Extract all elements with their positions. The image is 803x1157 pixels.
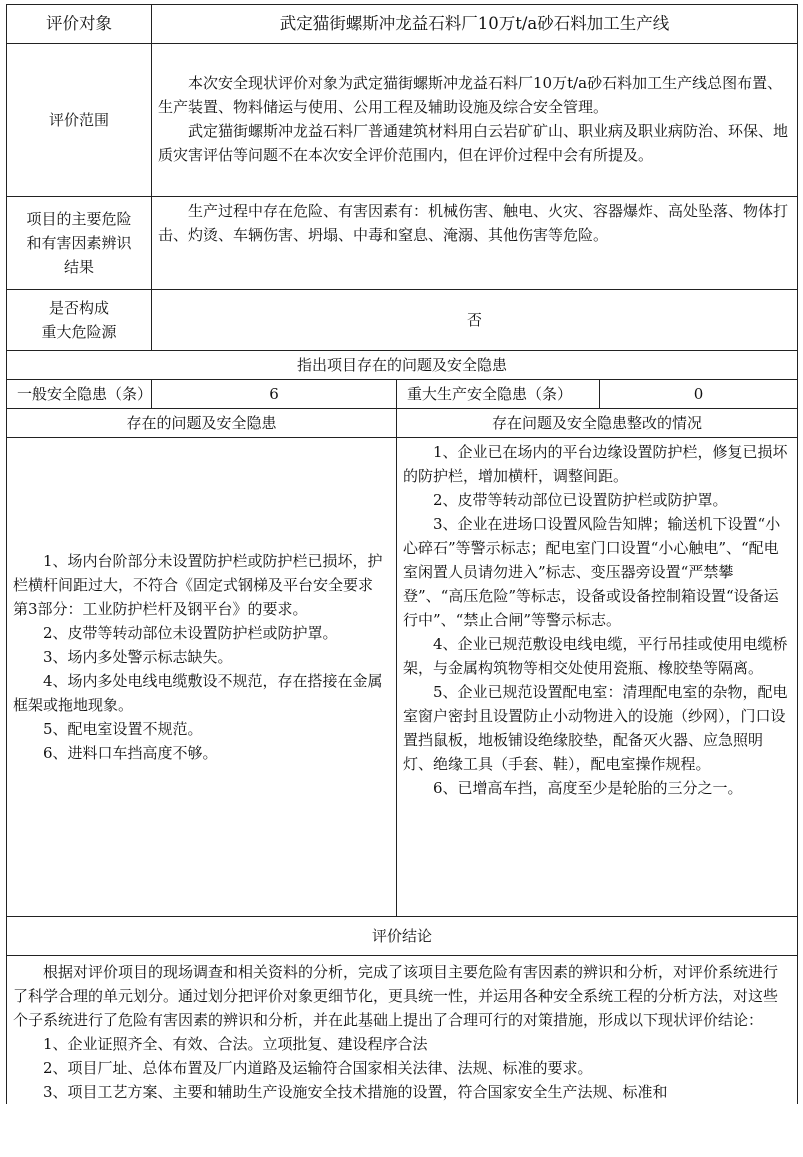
rectification-item: 3、企业在进场口设置风险告知牌；输送机下设置“小心碎石”等警示标志；配电室门口设置“小心触电”、“配电室闲置人员请勿进入”标志、变压器旁设置“严禁攀登”、“高压危险”等标志，设备或设备控制箱设置“设备运行中”、“禁止合闸”等警示标志。 [403, 515, 781, 629]
rectification-item: 5、企业已规范设置配电室：清理配电室的杂物，配电室窗户密封且设置防止小动物进入的设施（纱网），门口设置挡鼠板，地板铺设绝缘胶垫，配备灭火器、应急照明灯、绝缘工具（手套、鞋），配电室操作规程。 [403, 683, 788, 773]
major-source-label-line-2: 重大危险源 [41, 323, 117, 341]
row-hazard-counts [7, 380, 798, 409]
problem-item: 1、场内台阶部分未设置防护栏或防护栏已损坏，护栏横杆间距过大，不符合《固定式钢梯及平台安全要求 第3部分：工业防护栏杆及钢平台》的要求。 [13, 552, 383, 618]
conclusion-item: 2、项目厂址、总体布置及厂内道路及运输符合国家相关法律、法规、标准的要求。 [43, 1059, 593, 1077]
problems-list [7, 438, 397, 917]
rectification-column-header: 存在问题及安全隐患整改的情况 [397, 409, 798, 438]
row-problems-rectification [7, 438, 798, 917]
conclusion-header: 评价结论 [7, 917, 798, 956]
major-hazard-source-label [7, 290, 152, 351]
rectification-item: 6、已增高车挡，高度至少是轮胎的三分之一。 [433, 779, 743, 797]
row-issues-header [7, 351, 798, 380]
row-hazard-identification [7, 197, 798, 290]
assessment-table [6, 4, 798, 1104]
major-hazard-count-value: 0 [600, 380, 798, 409]
rectification-item: 2、皮带等转动部位已设置防护栏或防护罩。 [433, 491, 728, 509]
hazard-identification-content [152, 197, 798, 290]
hazard-label-line-1: 项目的主要危险 [26, 210, 132, 228]
scope-paragraph-2: 武定猫街螺斯冲龙益石料厂普通建筑材料用白云岩矿矿山、职业病及职业病防治、环保、地质灾害评估等问题不在本次安全评价范围内，但在评价过程中会有所提及。 [158, 122, 789, 164]
row-column-headers [7, 409, 798, 438]
conclusion-item: 1、企业证照齐全、有效、合法。立项批复、建设程序合法 [43, 1035, 428, 1053]
rectification-item: 1、企业已在场内的平台边缘设置防护栏，修复已损坏的防护栏，增加横杆，调整间距。 [403, 443, 788, 485]
row-evaluation-scope [7, 44, 798, 197]
major-hazard-count-label: 重大生产安全隐患（条） [397, 380, 600, 409]
problem-item: 2、皮带等转动部位未设置防护栏或防护罩。 [43, 624, 338, 642]
evaluation-object-value: 武定猫街螺斯冲龙益石料厂10万t/a砂石料加工生产线 [152, 5, 798, 44]
hazard-label-line-2: 和有害因素辨识 [26, 234, 132, 252]
evaluation-object-label: 评价对象 [7, 5, 152, 44]
issues-header: 指出项目存在的问题及安全隐患 [7, 351, 798, 380]
problem-item: 3、场内多处警示标志缺失。 [43, 648, 233, 666]
general-hazard-count-value: 6 [152, 380, 397, 409]
problems-list-spacer [13, 765, 388, 805]
evaluation-scope-content [152, 44, 798, 197]
hazard-label-line-3: 结果 [63, 258, 94, 276]
rectification-list [397, 438, 798, 917]
problem-item: 6、进料口车挡高度不够。 [43, 744, 218, 762]
row-evaluation-object [7, 5, 798, 44]
scope-paragraph-1: 本次安全现状评价对象为武定猫街螺斯冲龙益石料厂10万t/a砂石料加工生产线总图布置、生产装置、物料储运与使用、公用工程及辅助设施及综合安全管理。 [158, 74, 783, 116]
hazard-identification-text: 生产过程中存在危险、有害因素有：机械伤害、触电、火灾、容器爆炸、高处坠落、物体打击、灼烫、车辆伤害、坍塌、中毒和窒息、淹溺、其他伤害等危险。 [158, 202, 789, 244]
problem-item: 5、配电室设置不规范。 [43, 720, 203, 738]
hazard-identification-label [7, 197, 152, 290]
conclusion-item: 3、项目工艺方案、主要和辅助生产设施安全技术措施的设置，符合国家安全生产法规、标准和 [43, 1083, 668, 1101]
problems-column-header: 存在的问题及安全隐患 [7, 409, 397, 438]
row-conclusion-body [7, 956, 798, 1105]
problem-item: 4、场内多处电线电缆敷设不规范，存在搭接在金属框架或拖地现象。 [13, 672, 383, 714]
major-hazard-source-value: 否 [152, 290, 798, 351]
evaluation-scope-label: 评价范围 [7, 44, 152, 197]
rectification-item: 4、企业已规范敷设电线电缆，平行吊挂或使用电缆桥架，与金属构筑物等相交处使用瓷瓶、橡胶垫等隔离。 [403, 635, 788, 677]
row-major-hazard-source [7, 290, 798, 351]
conclusion-intro: 根据对评价项目的现场调查和相关资料的分析，完成了该项目主要危险有害因素的辨识和分析，对评价系统进行了科学合理的单元划分。通过划分把评价对象更细节化，更具统一性，并运用各种安全系统工程的分析方法，对这些个子系统进行了危险有害因素的辨识和分析，并在此基础上提出了合理可行的对策措施，形成以下现状评价结论： [13, 963, 779, 1029]
conclusion-body [7, 956, 798, 1105]
major-source-label-line-1: 是否构成 [48, 299, 109, 317]
assessment-document [6, 4, 797, 1104]
row-conclusion-header [7, 917, 798, 956]
general-hazard-count-label: 一般安全隐患（条） [7, 380, 152, 409]
